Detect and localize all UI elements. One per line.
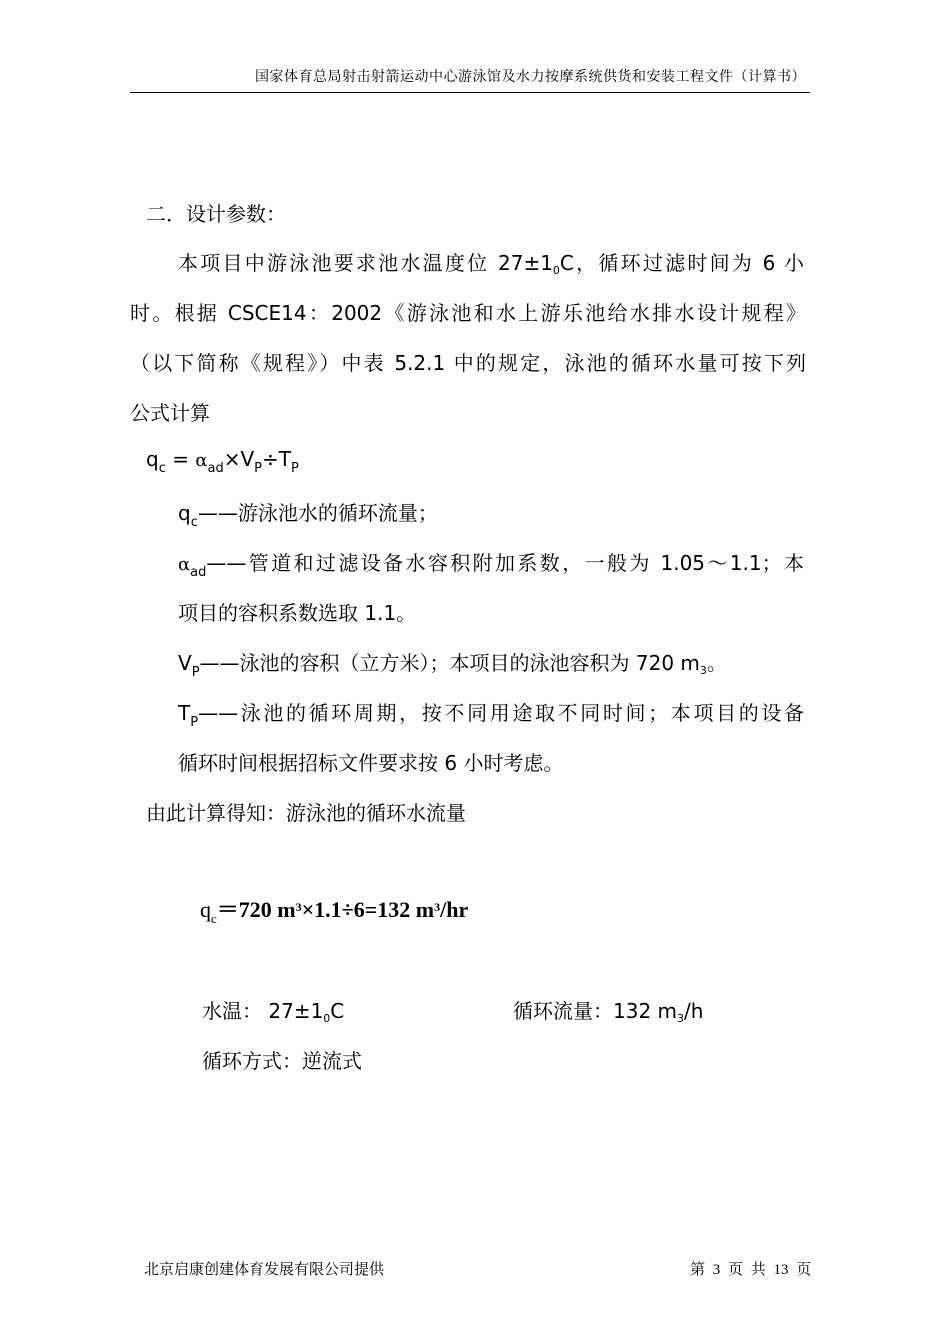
header-divider: [130, 92, 810, 93]
definition-tp: $T_P——$泳池的循环周期，按不同用途取不同时间；本项目的设备: [178, 701, 804, 730]
definition-vp: $V_P——$泳池的容积（立方米）；本项目的泳池容积为 720 $m_3$。: [178, 651, 727, 680]
paragraph-line-4: 公式计算: [130, 401, 210, 425]
result-formula: $q_c=720$ $m^3\times 1.1\div 6=132$ $m^3/hr$: [200, 897, 469, 926]
circulation-flow: 循环流量：132 $m_3/h$: [513, 999, 704, 1025]
footer-page-number: 第 3 页 共 13 页: [690, 1262, 812, 1278]
footer-company: 北京启康创建体育发展有限公司提供: [144, 1262, 385, 1278]
definition-tp-cont: 循环时间根据招标文件要求按 6 小时考虑。: [178, 751, 564, 775]
page-header-title: 国家体育总局射击射箭运动中心游泳馆及水力按摩系统供货和安装工程文件（计算书）: [255, 69, 806, 85]
circulation-mode: 循环方式：逆流式: [202, 1049, 362, 1073]
water-temperature: 水温： $27\pm 1_0C$: [202, 999, 345, 1025]
paragraph-line-1: 本项目中游泳池要求池水温度位 $27\pm 1_0C$，循环过滤时间为 6 小: [178, 251, 804, 277]
paragraph-line-3: （以下简称《规程》）中表 5.2.1 中的规定，泳池的循环水量可按下列: [130, 351, 806, 375]
paragraph-line-2: 时。根据 CSCE14：2002《游泳池和水上游乐池给水排水设计规程》: [130, 301, 806, 325]
definition-alpha: $\alpha_{ad}——$管道和过滤设备水容积附加系数，一般为 1.05～1.1；本: [178, 551, 804, 580]
definition-qc: $q_c——$游泳池水的循环流量；: [178, 501, 438, 530]
conclusion-text: 由此计算得知：游泳池的循环水流量: [146, 801, 466, 825]
formula-general: $q_c = \alpha_{ad}\times V_P\div T_P$: [146, 447, 299, 476]
section-heading: 二．设计参数：: [146, 202, 286, 226]
definition-alpha-cont: 项目的容积系数选取 1.1。: [178, 601, 417, 625]
